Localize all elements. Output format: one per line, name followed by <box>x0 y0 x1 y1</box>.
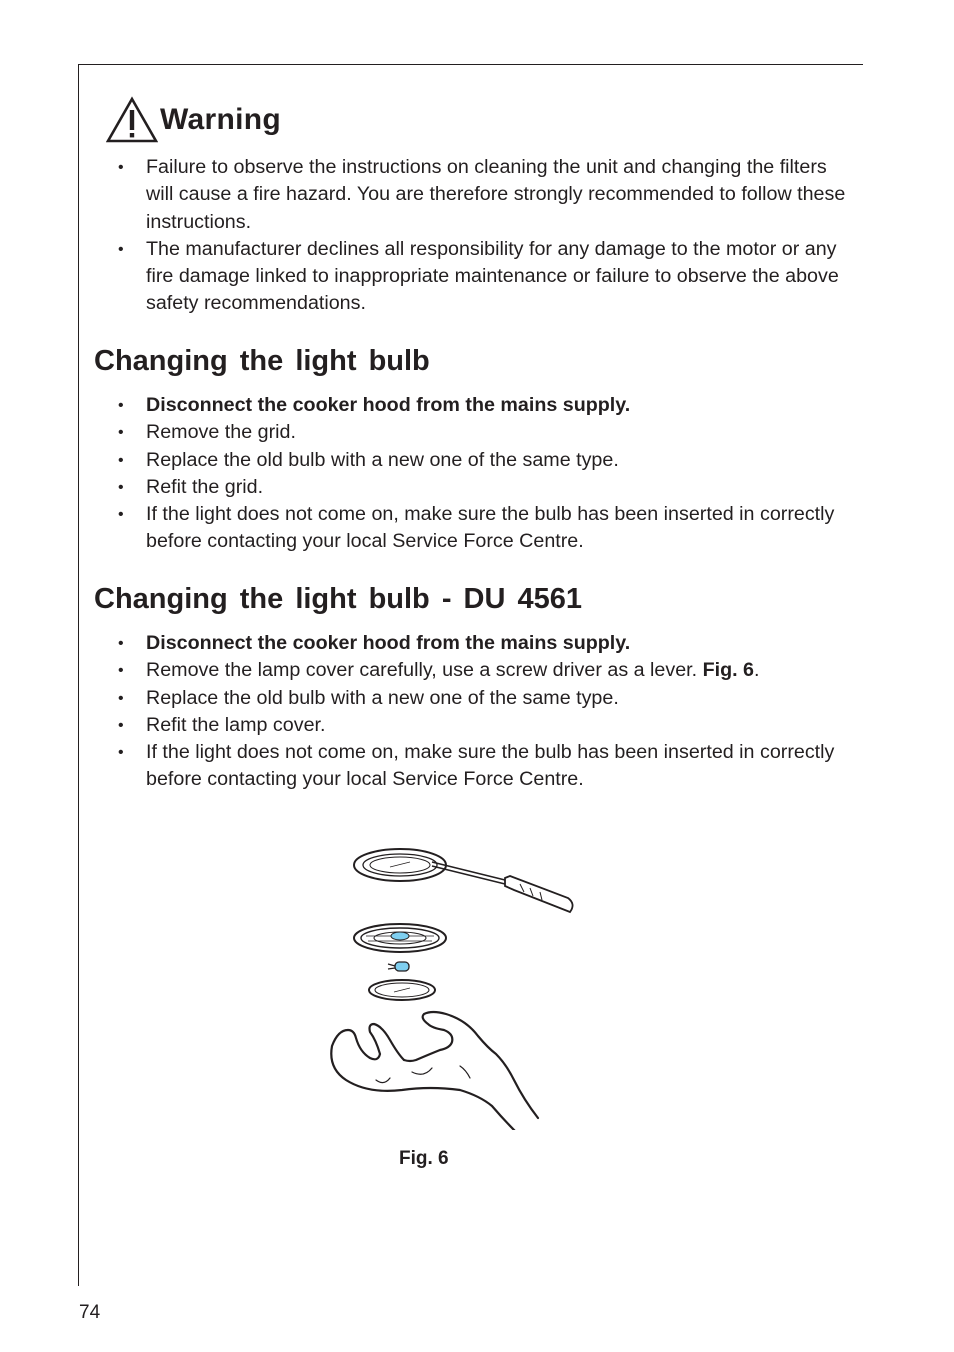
list-item: • Remove the lamp cover carefully, use a screw driver as a lever. Fig. 6. <box>117 657 847 684</box>
warning-title: Warning <box>160 103 281 136</box>
list-item: • Refit the grid. <box>117 474 847 501</box>
list-item: • Replace the old bulb with a new one of the same type. <box>117 685 847 712</box>
lamp-fixture-icon <box>354 924 446 952</box>
section-title-light-bulb: Changing the light bulb <box>94 345 430 377</box>
screwdriver-icon <box>432 862 573 912</box>
list-item: • If the light does not come on, make sure the bulb has been inserted in correctly before contacting your local Service Force Centre. <box>117 501 847 556</box>
list-item: • Replace the old bulb with a new one of the same type. <box>117 447 847 474</box>
warning-list <box>117 154 847 318</box>
hand-icon <box>331 1012 538 1130</box>
section-title-light-bulb-du4561: Changing the light bulb - DU 4561 <box>94 583 582 615</box>
figure-caption: Fig. 6 <box>399 1148 449 1169</box>
warning-triangle-icon <box>106 96 158 144</box>
list-item: • Remove the grid. <box>117 419 847 446</box>
list-item: • Failure to observe the instructions on cleaning the unit and changing the filters will cause a fire hazard. You are therefore strongly recommended to follow these instructions. <box>117 154 847 236</box>
page-frame-left-rule <box>78 64 79 1286</box>
glass-cover-icon <box>369 980 435 1000</box>
list-item: • Refit the lamp cover. <box>117 712 847 739</box>
figure-reference: Fig. 6 <box>702 659 755 682</box>
list-item: • If the light does not come on, make sure the bulb has been inserted in correctly before contacting your local Service Force Centre. <box>117 739 847 794</box>
page-frame-top-rule <box>78 64 863 65</box>
section2-list <box>117 630 847 794</box>
light-bulb-icon <box>388 962 409 971</box>
lamp-cover-icon <box>354 849 446 881</box>
list-item: • Disconnect the cooker hood from the mains supply. <box>117 392 847 419</box>
list-item: • The manufacturer declines all responsibility for any damage to the motor or any fire damage linked to inappropriate maintenance or failure to observe the above safety recommendations. <box>117 236 847 318</box>
figure-illustration <box>320 840 590 1130</box>
warning-heading <box>106 96 281 144</box>
page-number: 74 <box>79 1302 101 1323</box>
section1-list <box>117 392 847 556</box>
list-item: • Disconnect the cooker hood from the mains supply. <box>117 630 847 657</box>
